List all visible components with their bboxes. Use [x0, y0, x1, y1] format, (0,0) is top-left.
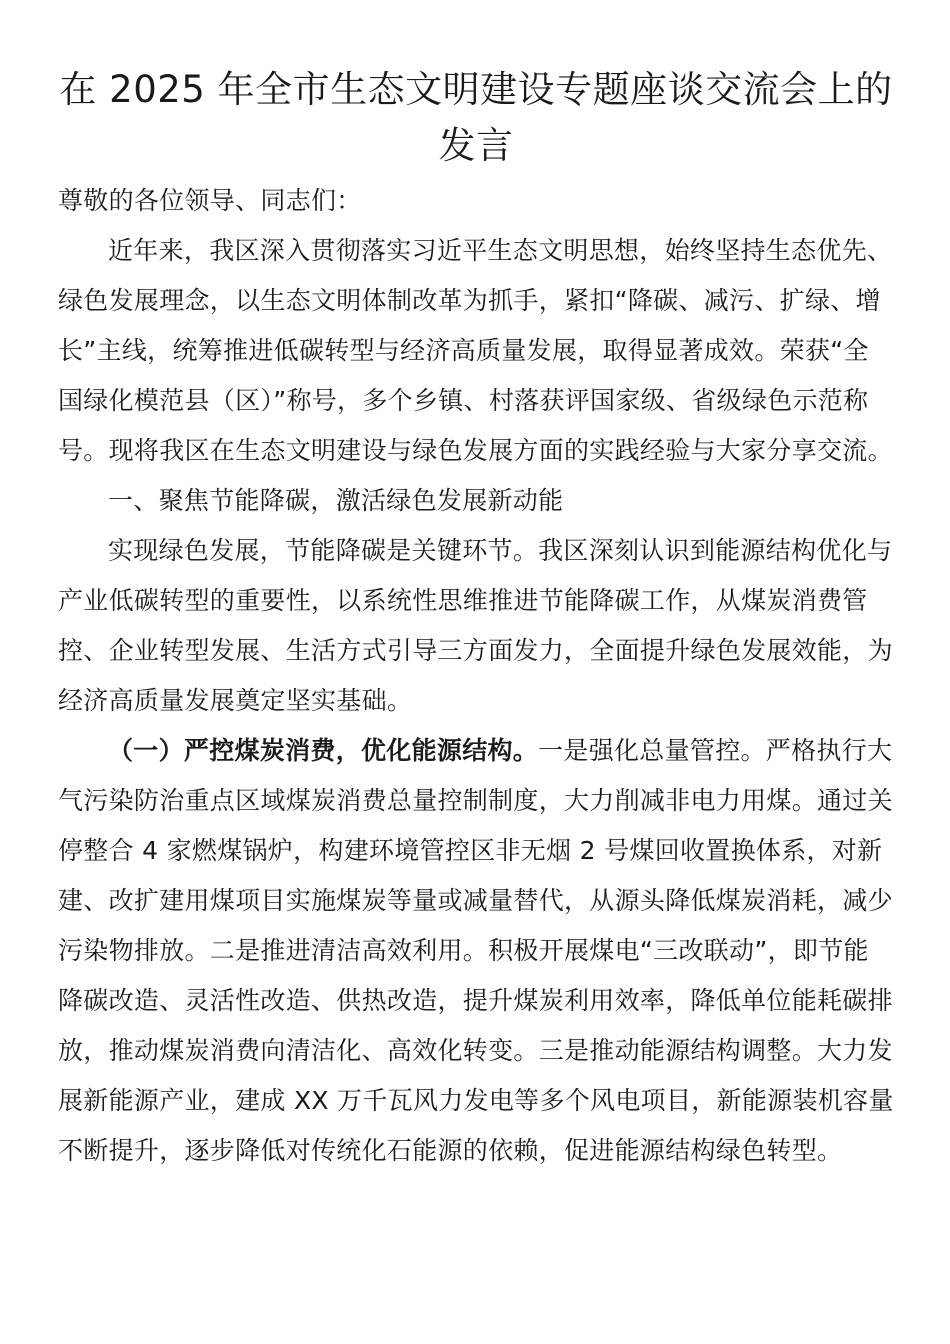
salutation: 尊敬的各位领导、同志们： [58, 186, 362, 215]
paragraph-section1: 实现绿色发展，节能降碳是关键环节。我区深刻认识到能源结构优化与产业低碳转型的重要性，以系统性思维推进节能降碳工作，从煤炭消费管控、企业转型发展、生活方式引导三方面发力，全面提升绿色发展效能，为经济高质量发展奠定坚实基础。 [58, 536, 893, 715]
paragraph-intro: 近年来，我区深入贯彻落实习近平生态文明思想，始终坚持生态优先、绿色发展理念，以生态文明体制改革为抓手，紧扣“降碳、减污、扩绿、增长”主线，统筹推进低碳转型与经济高质量发展，取得显著成效。荣获“全国绿化模范县（区）”称号，多个乡镇、村落获评国家级、省级绿色示范称号。现将我区在生态文明建设与绿色发展方面的实践经验与大家分享交流。 [58, 236, 893, 465]
subheading-1-body: 一是强化总量管控。严格执行大气污染防治重点区域煤炭消费总量控制制度，大力削减非电力用煤。通过关停整合 4 家燃煤锅炉，构建环境管控区非无烟 2 号煤回收置换体系，对新建、改扩建用煤项目实施煤炭等量或减量替代，从源头降低煤炭消耗，减少污染物排放。二是推进清洁高效利用。积极开展煤电“三改联动”，即节能降碳改造、灵活性改造、供热改造，提升煤炭利用效率，降低单位能耗碳排放，推动煤炭消费向清洁化、高效化转变。三是推动能源结构调整。大力发展新能源产业，建成 XX 万千瓦风力发电等多个风电项目，新能源装机容量不断提升，逐步降低对传统化石能源的依赖，促进能源结构绿色转型。 [58, 736, 894, 1165]
paragraph-sub1 [58, 726, 894, 1176]
section-heading-1: 一、聚焦节能降碳，激活绿色发展新动能 [108, 486, 564, 515]
subheading-1: （一）严控煤炭消费，优化能源结构。 [108, 736, 539, 765]
document-body [58, 176, 894, 1176]
document-page [58, 62, 894, 1176]
document-title: 在 2025 年全市生态文明建设专题座谈交流会上的发言 [59, 68, 893, 167]
